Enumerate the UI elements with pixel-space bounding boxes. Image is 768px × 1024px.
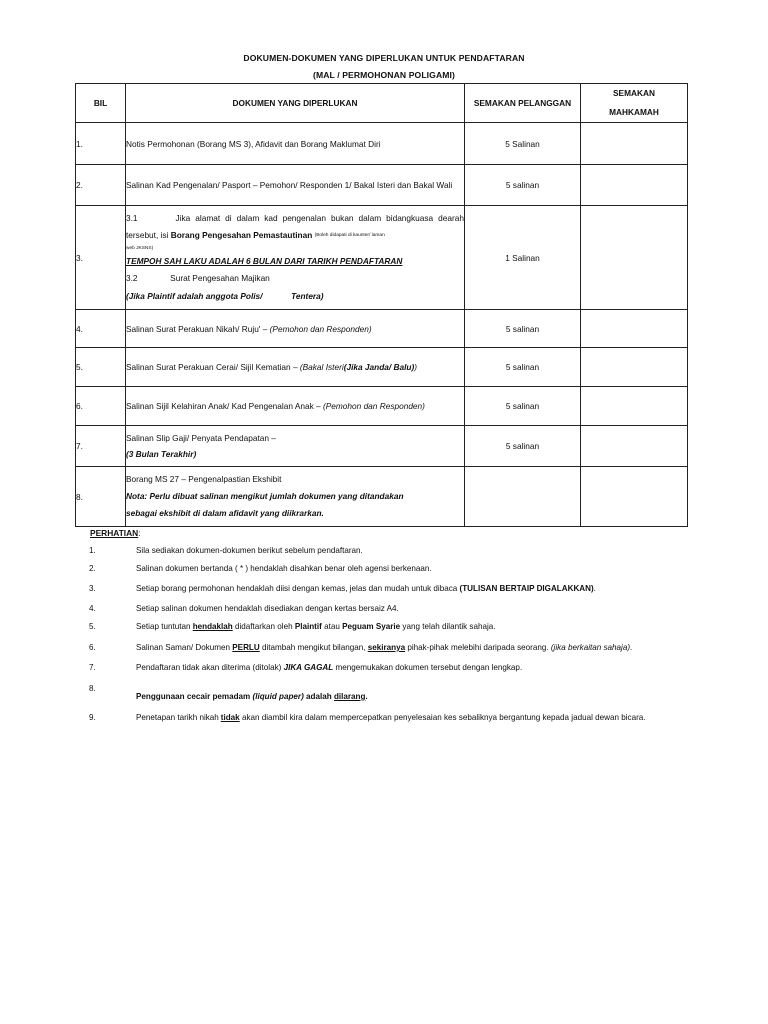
col-header-semakan-pelanggan: SEMAKAN PELANGGAN: [465, 84, 581, 123]
perhatian-heading: [90, 528, 141, 538]
list-item-number: 5.: [89, 622, 96, 631]
row-document-text: Borang MS 27 – Pengenalpastian Ekshibit: [126, 474, 282, 484]
row-document-text: Salinan Sijil Kelahiran Anak/ Kad Pengenalan Anak –: [126, 401, 321, 411]
text-part: yang telah dilantik sahaja.: [402, 622, 496, 631]
page-subtitle: (MAL / PERMOHONAN POLIGAMI): [313, 70, 455, 80]
text-part: mengemukakan dokumen tersebut dengan lengkap.: [335, 663, 523, 672]
row-court-check: [581, 165, 688, 206]
table-row: [76, 467, 688, 527]
text-emphasis: tidak: [220, 713, 240, 722]
row-number: 6.: [76, 387, 126, 426]
row-court-check: [581, 123, 688, 165]
perhatian-label: PERHATIAN: [90, 528, 139, 538]
col-header-semakan-mahkamah-line2: MAHKAMAH: [609, 107, 659, 117]
sub-item-text: Jika alamat di dalam kad pengenalan bukan dalam bidangkuasa dearah tersebut, isi: [126, 212, 464, 241]
text-part: pihak-pihak melebihi daripada seorang.: [407, 643, 549, 652]
table-row: [76, 206, 688, 310]
col-header-bil: BIL: [76, 84, 126, 123]
list-item-text: [136, 643, 696, 652]
row-document-text: Salinan Surat Perakuan Nikah/ Ruju' –: [126, 323, 268, 334]
table-row: [76, 310, 688, 348]
list-item-number: 6.: [89, 643, 96, 652]
row-document-period: (3 Bulan Terakhir): [126, 449, 197, 459]
text-emphasis: dilarang: [333, 692, 366, 701]
row-document: [126, 426, 465, 467]
row-document: [126, 387, 465, 426]
list-item-text: [136, 584, 696, 593]
text-part: ditambah mengikut bilangan,: [261, 643, 366, 652]
row-copies: [465, 467, 581, 527]
list-item-text: [136, 663, 696, 672]
list-item-number: 3.: [89, 584, 96, 593]
list-item-number: 1.: [89, 546, 96, 555]
text-emphasis: sekiranya: [367, 643, 406, 652]
text-part: atau: [324, 622, 340, 631]
row-document-condition: (Jika Janda/ Balu): [343, 362, 415, 372]
text-part: Setiap tuntutan: [136, 622, 191, 631]
row-copies: 5 Salinan: [465, 123, 581, 165]
table-row: [76, 123, 688, 165]
text-bold: Plaintif: [294, 622, 322, 631]
list-item-text: [136, 713, 696, 722]
row-court-check: [581, 348, 688, 387]
list-item-number: 8.: [89, 684, 96, 693]
row-number: 4.: [76, 310, 126, 348]
form-name: Borang Pengesahan Pemastautinan: [170, 230, 313, 241]
table-row: [76, 165, 688, 206]
list-item-text: Setiap salinan dokumen hendaklah disediakan dengan kertas bersaiz A4.: [136, 604, 399, 613]
row-document-text: Salinan Slip Gaji/ Penyata Pendapatan –: [126, 433, 276, 443]
list-item-text: [136, 622, 696, 631]
employer-note: [126, 288, 464, 306]
row-court-check: [581, 206, 688, 310]
sub-item-3-2: [126, 270, 464, 288]
availability-note: (Boleh didapati di kaunter/ laman: [314, 233, 385, 239]
page-title: DOKUMEN-DOKUMEN YANG DIPERLUKAN UNTUK PENDAFTARAN: [243, 53, 525, 63]
row-number: 1.: [76, 123, 126, 165]
row-copies: 5 salinan: [465, 387, 581, 426]
row-document-close: ): [414, 362, 418, 372]
row-document: Salinan Kad Pengenalan/ Pasport – Pemohon/ Responden 1/ Bakal Isteri dan Bakal Wali: [126, 165, 465, 206]
row-document-text: Salinan Surat Perakuan Cerai/ Sijil Kematian –: [126, 362, 298, 372]
row-document: [126, 348, 465, 387]
row-court-check: [581, 310, 688, 348]
sub-item-3-1: [126, 210, 464, 245]
row-number: 3.: [76, 206, 126, 310]
row-number: 8.: [76, 467, 126, 527]
row-document-note-cont: sebagai ekshibit di dalam afidavit yang diikrarkan.: [126, 508, 324, 518]
col-header-semakan-mahkamah: [581, 84, 688, 123]
employer-note-part2: Tentera): [291, 290, 324, 301]
row-copies: 5 salinan: [465, 426, 581, 467]
row-document: [126, 467, 465, 527]
table-row: [76, 387, 688, 426]
text-bold-italic: (liquid paper): [252, 692, 304, 701]
text-bold-italic: JIKA GAGAL: [283, 663, 334, 672]
text-part: .: [365, 692, 368, 701]
text-part: Pendaftaran tidak akan diterima (ditolak): [136, 663, 282, 672]
row-court-check: [581, 426, 688, 467]
table-row: [76, 426, 688, 467]
list-item-number: 7.: [89, 663, 96, 672]
row-document: Notis Permohonan (Borang MS 3), Afidavit dan Borang Maklumat Diri: [126, 123, 465, 165]
row-copies: 1 Salinan: [465, 206, 581, 310]
sub-item-number: 3.1: [126, 212, 138, 223]
row-document: [126, 310, 465, 348]
list-item-text-bold: (TULISAN BERTAIP DIGALAKKAN): [459, 584, 594, 593]
list-item-number: 4.: [89, 604, 96, 613]
row-number: 7.: [76, 426, 126, 467]
row-copies: 5 salinan: [465, 310, 581, 348]
list-item-text: Sila sediakan dokumen-dokumen berikut sebelum pendaftaran.: [136, 546, 363, 555]
row-copies: 5 salinan: [465, 348, 581, 387]
table-header-row: [76, 84, 688, 123]
text-part: akan diambil kira dalam mempercepatkan penyelesaian kes sebaliknya bergantung kepada jadual dewan bicara.: [241, 713, 646, 722]
row-court-check: [581, 467, 688, 527]
text-bold: Peguam Syarie: [342, 622, 401, 631]
list-item-number: 9.: [89, 713, 96, 722]
availability-note-cont: web JKSNS): [126, 245, 154, 251]
text-italic: (jika berkaitan sahaja): [550, 643, 631, 652]
col-header-dokumen: DOKUMEN YANG DIPERLUKAN: [126, 84, 465, 123]
employer-note-part1: (Jika Plaintif adalah anggota Polis/: [126, 290, 263, 301]
list-item-text: [136, 692, 696, 701]
list-item-number: 2.: [89, 564, 96, 573]
text-emphasis: PERLU: [232, 643, 260, 652]
row-number: 2.: [76, 165, 126, 206]
row-document-parties: (Pemohon dan Responden): [322, 401, 425, 411]
text-part: didaftarkan oleh: [234, 622, 293, 631]
perhatian-colon: :: [138, 528, 141, 538]
text-bold: adalah: [306, 692, 332, 701]
text-part: Penetapan tarikh nikah: [136, 713, 219, 722]
row-court-check: [581, 387, 688, 426]
list-item-text: Salinan dokumen bertanda ( * ) hendaklah disahkan benar oleh agensi berkenaan.: [136, 564, 432, 573]
sub-item-number: 3.2: [126, 273, 138, 284]
sub-item-text: Surat Pengesahan Majikan: [170, 273, 270, 284]
row-copies: 5 salinan: [465, 165, 581, 206]
text-part: .: [630, 643, 633, 652]
row-number: 5.: [76, 348, 126, 387]
list-item-text-end: .: [593, 584, 596, 593]
validity-warning: TEMPOH SAH LAKU ADALAH 6 BULAN DARI TARIKH PENDAFTARAN: [126, 255, 403, 266]
documents-table: [75, 83, 688, 527]
col-header-semakan-mahkamah-line1: SEMAKAN: [613, 88, 655, 98]
row-document-note: Nota: Perlu dibuat salinan mengikut jumlah dokumen yang ditandakan: [126, 491, 404, 501]
row-document-parties: (Bakal Isteri: [299, 362, 344, 372]
list-item-text-plain: Setiap borang permohonan hendaklah diisi dengan kemas, jelas dan mudah untuk dibaca: [136, 584, 458, 593]
row-document: [126, 206, 465, 310]
row-document-parties: (Pemohon dan Responden): [269, 323, 372, 334]
text-emphasis: hendaklah: [192, 622, 233, 631]
text-part: Salinan Saman/ Dokumen: [136, 643, 231, 652]
text-bold: Penggunaan cecair pemadam: [136, 692, 251, 701]
table-row: [76, 348, 688, 387]
